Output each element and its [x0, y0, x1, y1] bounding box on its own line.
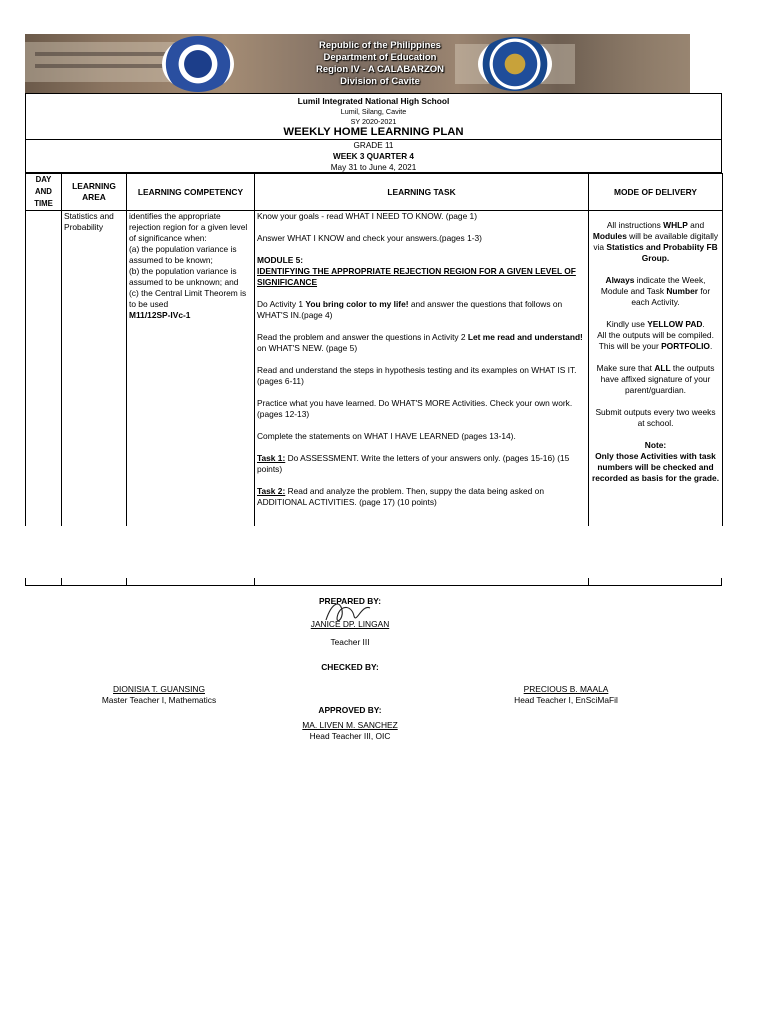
task-item — [257, 332, 586, 354]
task-item: Know your goals - read WHAT I NEED TO KNOW. (page 1) — [257, 211, 477, 221]
banner-line: Region IV - A CALABARZON — [315, 64, 445, 75]
module-label: MODULE 5: — [257, 255, 304, 265]
prepared-by-title: Teacher III — [330, 637, 370, 647]
task-label: Task 1: — [257, 453, 286, 463]
task-text: Do ASSESSMENT. Write the letters of your answers only. (pages 15-16) (15 points) — [257, 453, 570, 474]
deped-seal-icon — [162, 36, 234, 92]
checked-by-title: Master Teacher I, Mathematics — [101, 695, 217, 705]
mode-item — [591, 363, 720, 396]
activity-title: Let me read and understand! — [467, 332, 583, 342]
header-mode-of-delivery: MODE OF DELIVERY — [589, 174, 723, 211]
school-address: Lumil, Silang, Cavite — [340, 107, 407, 116]
school-name: Lumil Integrated National High School — [297, 96, 450, 106]
task-item — [257, 299, 586, 321]
prepared-by-label: PREPARED BY: — [318, 596, 382, 606]
competency-item: (c) the Central Limit Theorem is to be used — [129, 288, 247, 309]
date-range: May 31 to June 4, 2021 — [330, 163, 417, 172]
competency-item: (b) the population variance is assumed to be unknown; and — [129, 266, 239, 287]
table-bottom-line — [25, 585, 722, 586]
plan-header — [25, 93, 722, 173]
mode-item — [591, 275, 720, 308]
competency-text: identifies the appropriate rejection region for a given level of significance when: — [129, 211, 248, 243]
learning-task-cell — [255, 211, 589, 527]
checked-by-label: CHECKED BY: — [321, 662, 379, 672]
mode-text: . — [709, 341, 713, 351]
grade-level: GRADE 11 — [353, 141, 394, 150]
plan-title: WEEKLY HOME LEARNING PLAN — [283, 126, 464, 138]
mode-text: All instructions — [606, 220, 664, 230]
mode-text: . — [702, 319, 705, 329]
banner-line: Department of Education — [323, 52, 437, 63]
week-quarter: WEEK 3 QUARTER 4 — [333, 152, 414, 161]
module-block — [257, 255, 586, 288]
header-day-time: DAY AND TIME — [26, 174, 62, 211]
note-label: Note: — [644, 440, 667, 450]
mode-emphasis: YELLOW PAD — [647, 319, 703, 329]
school-year: SY 2020-2021 — [350, 117, 397, 126]
header-learning-competency: LEARNING COMPETENCY — [127, 174, 255, 211]
mode-emphasis: WHLP — [663, 220, 688, 230]
module-title: IDENTIFYING THE APPROPRIATE REJECTION REGION FOR A GIVEN LEVEL OF SIGNIFICANCE — [257, 266, 576, 287]
approved-by-label: APPROVED BY: — [318, 705, 382, 715]
checked-by-name: DIONISIA T. GUANSING — [113, 684, 205, 694]
mode-emphasis: PORTFOLIO — [661, 341, 710, 351]
task-text: Read the problem and answer the questions in Activity 2 — [257, 332, 468, 342]
competency-item: (a) the population variance is assumed to be known; — [129, 244, 237, 265]
mode-text: will be available digitally via — [593, 231, 719, 252]
activity-title: You bring color to my life! — [305, 299, 409, 309]
mode-text: indicate the Week, Module and Task — [600, 275, 706, 296]
task-item — [257, 453, 586, 475]
mode-note — [591, 440, 720, 484]
mode-emphasis: Always — [605, 275, 635, 285]
table-header-row — [26, 174, 723, 211]
task-text: and answer the questions that follows on WHAT'S IN.(page 4) — [257, 299, 563, 320]
task-text: on WHAT'S NEW. (page 5) — [257, 343, 358, 353]
mode-text: the outputs have affixed signature of your parent/guardian. — [600, 363, 715, 395]
competency-code: M11/12SP-IVc-1 — [129, 310, 191, 320]
day-time-cell — [26, 211, 62, 527]
mode-text: Make sure that — [596, 363, 655, 373]
mode-text: for each Activity. — [631, 286, 711, 307]
banner-line: Republic of the Philippines — [319, 40, 441, 51]
task-item: Practice what you have learned. Do WHAT'S MORE Activities. Check your own work. (pages 12-13) — [257, 398, 573, 419]
approved-by-name: MA. LIVEN M. SANCHEZ — [302, 720, 398, 730]
prepared-by-name: JANICE DP. LINGAN — [310, 619, 390, 629]
mode-item — [591, 220, 720, 264]
divider — [26, 139, 721, 140]
task-text: Do Activity 1 — [257, 299, 306, 309]
checked-by-name: PRECIOUS B. MAALA — [523, 684, 609, 694]
mode-emphasis: Statistics and Probabiity FB Group. — [606, 242, 718, 263]
task-item: Read and understand the steps in hypothesis testing and its examples on WHAT IS IT. (pages 6-11) — [257, 365, 577, 386]
mode-item: Submit outputs every two weeks at school. — [595, 407, 716, 428]
learning-plan-table — [25, 173, 723, 526]
competency-cell — [127, 211, 255, 527]
task-text: Read and analyze the problem. Then, suppy the data being asked on ADDITIONAL ACTIVITIES. (page 17) (10 points) — [257, 486, 544, 507]
mode-emphasis: Modules — [592, 231, 627, 241]
banner-line: Division of Cavite — [340, 76, 420, 87]
mode-text: and — [687, 220, 705, 230]
mode-emphasis: ALL — [654, 363, 671, 373]
learning-area-cell: Statistics and Probability — [62, 211, 127, 527]
header-learning-area: LEARNING AREA — [62, 174, 127, 211]
header-banner — [25, 34, 690, 93]
banner-text — [255, 40, 505, 88]
note-text: Only those Activities with task numbers will be checked and recorded as basis for the grade. — [591, 451, 720, 483]
task-item — [257, 486, 586, 508]
mode-item — [591, 319, 720, 330]
approved-by-title: Head Teacher III, OIC — [309, 731, 391, 741]
tree-decoration — [570, 34, 690, 93]
header-learning-task: LEARNING TASK — [255, 174, 589, 211]
mode-of-delivery-cell — [589, 211, 723, 527]
checked-by-title: Head Teacher I, EnSciMaFil — [514, 695, 618, 705]
task-item: Complete the statements on WHAT I HAVE LEARNED (pages 13-14). — [257, 431, 516, 441]
table-row — [26, 211, 723, 527]
task-item: Answer WHAT I KNOW and check your answers.(pages 1-3) — [257, 233, 482, 243]
mode-text: Kindly use — [606, 319, 648, 329]
task-label: Task 2: — [257, 486, 286, 496]
mode-text: All the outputs will be compiled. This will be your — [597, 330, 714, 351]
mode-item — [591, 330, 720, 352]
mode-emphasis: Number — [666, 286, 699, 296]
